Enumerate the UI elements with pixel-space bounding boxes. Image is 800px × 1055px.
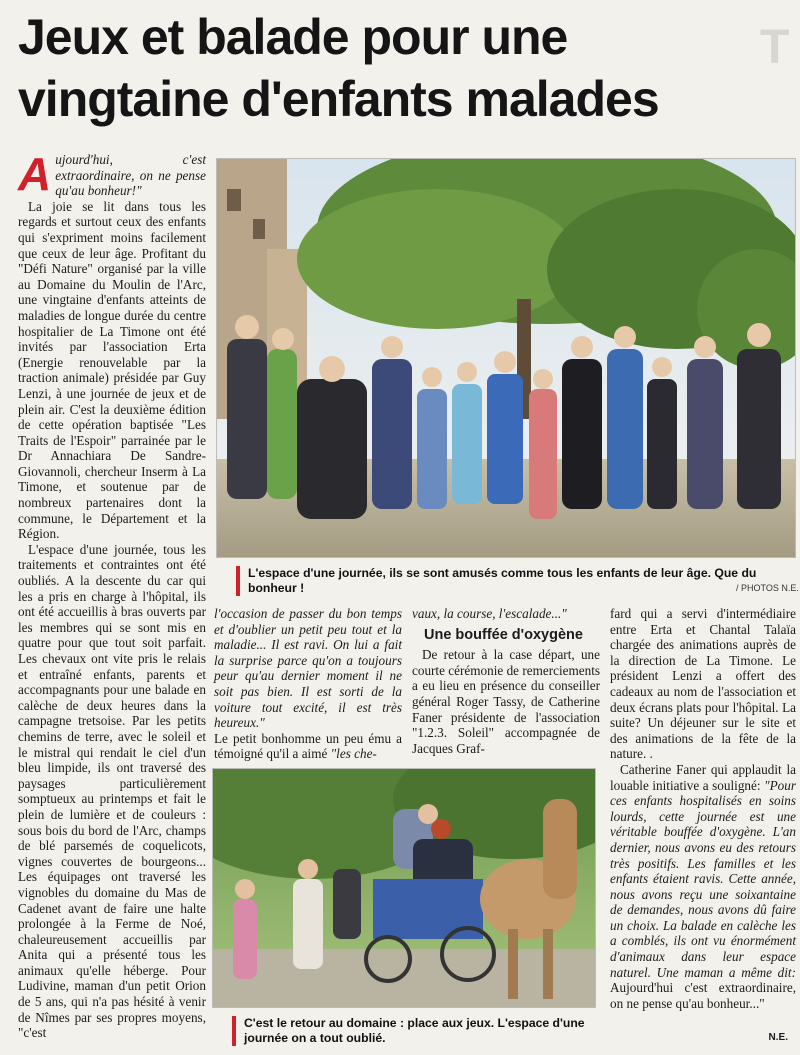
column-2	[214, 606, 402, 762]
photo1-caption-text: L'espace d'une journée, ils se sont amusés comme tous les enfants de leur âge. Que du bonheur !	[248, 566, 757, 595]
caption-bar	[236, 566, 240, 596]
photo-credit: / PHOTOS N.E.	[736, 583, 799, 593]
column-3	[412, 606, 600, 756]
photo1-caption	[236, 566, 796, 596]
col4-paragraph-2	[610, 762, 796, 1012]
subheading: Une bouffée d'oxygène	[424, 626, 583, 643]
col4-quote-end: Aujourd'hui c'est extraordinaire, on ne pense qu'au bonheur..."	[610, 980, 796, 1011]
col4-text: Catherine Faner qui applaudit la louable initiative a souligné:	[610, 761, 796, 793]
lead-paragraph	[18, 148, 206, 200]
author-signature: N.E.	[768, 1032, 788, 1043]
col4-paragraph-1: fard qui a servi d'intermédiaire entre Erta et Chantal Talaïa chargée des animations auprès de la direction de La Timone. Le président Lenzi a offert des cadeaux au nom de l'association et deux écrans plats pour l'hôpital. La suite? Un déjeuner sur le site et des animations de la fête de la nature. .	[610, 606, 796, 762]
col2-paragraph-2	[214, 731, 402, 762]
photo2-caption-text: C'est le retour au domaine : place aux jeux. L'espace d'une journée on a tout oublié.	[244, 1016, 585, 1045]
column-4	[610, 606, 796, 1011]
col3-paragraph-1: vaux, la course, l'escalade..."	[412, 606, 567, 621]
caption-bar	[232, 1016, 236, 1046]
col2-text: Le petit bonhomme un peu ému a témoigné qu'il a aimé	[214, 730, 402, 762]
col3-paragraph-2: De retour à la case départ, une courte cérémonie de remerciements a eu lieu en présence du conseiller général Roger Tassy, de Catherine Faner présidente de l'association "1.2.3. Soleil" accompagnée de Jacques Graf-	[412, 647, 600, 756]
group-photo-image	[217, 159, 796, 558]
col2-paragraph-1: l'occasion de passer du bon temps et d'oublier un petit peu tout et la maladie... Il est ravi. On lui a fait la surprise parce qu'on a toujours peur qu'au dernier moment il ne soit pas bien. Il est sorti de la voiture tout excité, il est très heureux."	[214, 606, 402, 731]
group-photo	[216, 158, 796, 558]
lead-text: ujourd'hui, c'est extraordinaire, on ne pense qu'au bonheur!"	[55, 152, 206, 199]
photo2-caption	[232, 1016, 598, 1046]
carriage-photo	[212, 768, 596, 1008]
drop-cap: A	[18, 148, 52, 200]
col1-paragraph-1: La joie se lit dans tous les regards et surtout ceux des enfants qui s'expriment moins facilement que ceux de leur âge. Profitant du "Défi Nature" organisé par la ville au Domaine du Moulin de l'Arc, une vingtaine d'enfants atteints de maladies de longue durée du centre hospitalier de La Timone ont été invités par l'association Erta (Energie renouvelable par la traction animale) présidée par Guy Lenzi, à une journée de jeux et de plein air. C'est la deuxième édition de cette opération baptisée "Les Traits de l'Espoir" parrainée par le Dr Annachiara De Sandre-Giovannoli, chercheur Inserm à La Timone, et soutenue par de nombreux partenaires dont la commune, le Département et la Région.	[18, 198, 206, 542]
carriage-photo-image	[213, 769, 596, 1008]
column-1	[18, 148, 206, 1041]
headline: Jeux et balade pour une vingtaine d'enfants malades	[18, 9, 659, 127]
col4-quote: "Pour ces enfants hospitalisés en soins lourds, cette journée est une véritable bouffée d'oxygène. L'an dernier, nous avons eu des retours très positifs. Les familles et les enfants étaient ravis. Cette année, nous avons reçu une soixantaine de demandes, nous avons dû faire un choix. La balade en calèche les a comblés, ils ont vu énormément d'animaux dans leur espace naturel. Une maman a même dit:	[610, 777, 796, 980]
col2-quote: "les che-	[330, 746, 377, 762]
adjacent-article-ghost: T	[760, 21, 790, 74]
col1-paragraph-2: L'espace d'une journée, tous les traitements et contraintes ont été oubliés. A la descente du car qui les a pris en charge à l'hôpital, ils ont été accueillis à bras ouverts par les membres qui se sont mis en quatre pour que tout soit parfait. Les chevaux ont vite pris le relais et entraîné enfants, parents et accompagnants pour une balade en calèche de deux heures dans la campagne tretsoise. Par les petits chemins de terre, avec le soleil et le mistral qui rendait le ciel d'un bleu limpide, ils ont traversé des paysages particulièrement somptueux au printemps et fait le plein de lumière et de couleurs : sous bois du bord de l'Arc, champs de blé parsemés de coquelicots, vignes couvertes de bourgeons... Les équipages ont traversé les vignobles du domaine du Mas de Cadenet avant de faire une halte prolongée à la Ferme de Noé, chaleureusement accueillis par Anita qui a présenté tous les animaux qu'elle héberge. Pour Ludivine, maman d'un petit Orion de 5 ans, qui n'a pas hésité à venir de Nîmes par ses propres moyens, "c'est	[18, 541, 206, 1041]
